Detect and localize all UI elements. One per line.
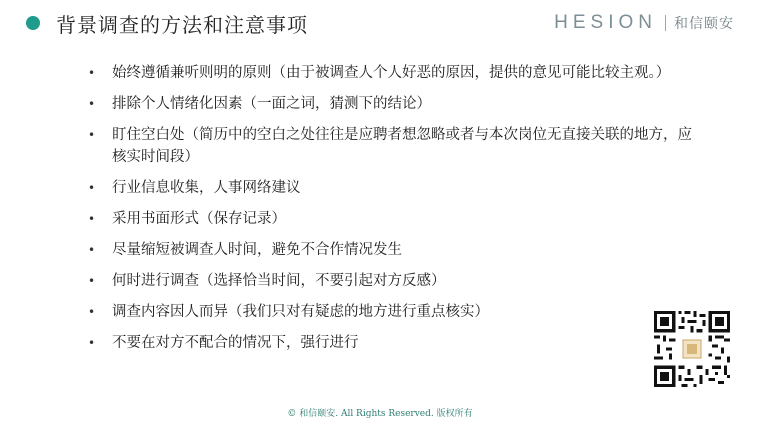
copyright-footer: © 和信颐安. All Rights Reserved. 版权所有 xyxy=(287,409,473,419)
bullet-dot: • xyxy=(88,305,96,319)
list-item xyxy=(84,62,704,84)
brand-divider xyxy=(665,15,666,31)
brand-logo xyxy=(554,12,734,34)
list-item xyxy=(84,301,704,323)
list-item-text: 行业信息收集，人事网络建议 xyxy=(112,180,301,196)
page-title: 背景调查的方法和注意事项 xyxy=(56,13,308,37)
list-item xyxy=(84,332,704,354)
list-item-text: 盯住空白处（简历中的空白之处往往是应聘者想忽略或者与本次岗位无直接关联的地方，应核实时间段） xyxy=(112,127,692,165)
list-item-text: 始终遵循兼听则明的原则（由于被调查人个人好恶的原因，提供的意见可能比较主观。） xyxy=(112,65,671,81)
bullet-list xyxy=(84,62,704,363)
list-item xyxy=(84,177,704,199)
list-item xyxy=(84,208,704,230)
title-bullet-dot xyxy=(26,16,40,30)
bullet-dot: • xyxy=(88,181,96,195)
list-item-text: 排除个人情绪化因素（一面之词，猜测下的结论） xyxy=(112,96,431,112)
bullet-dot: • xyxy=(88,66,96,80)
bullet-dot: • xyxy=(88,274,96,288)
list-item-text: 不要在对方不配合的情况下，强行进行 xyxy=(112,335,359,351)
list-item-text: 采用书面形式（保存记录） xyxy=(112,211,286,227)
list-item xyxy=(84,239,704,261)
bullet-dot: • xyxy=(88,128,96,142)
list-item-text: 尽量缩短被调查人时间，避免不合作情况发生 xyxy=(112,242,402,258)
bullet-dot: • xyxy=(88,243,96,257)
bullet-dot: • xyxy=(88,212,96,226)
bullet-dot: • xyxy=(88,97,96,111)
list-item-text: 何时进行调查（选择恰当时间，不要引起对方反感） xyxy=(112,273,446,289)
bullet-dot: • xyxy=(88,336,96,350)
brand-chinese-name: 和信颐安 xyxy=(674,16,734,32)
qr-code-icon xyxy=(654,311,730,387)
list-item xyxy=(84,270,704,292)
list-item xyxy=(84,124,704,168)
list-item xyxy=(84,93,704,115)
list-item-text: 调查内容因人而异（我们只对有疑虑的地方进行重点核实） xyxy=(112,304,489,320)
brand-wordmark: HESION xyxy=(554,12,657,33)
